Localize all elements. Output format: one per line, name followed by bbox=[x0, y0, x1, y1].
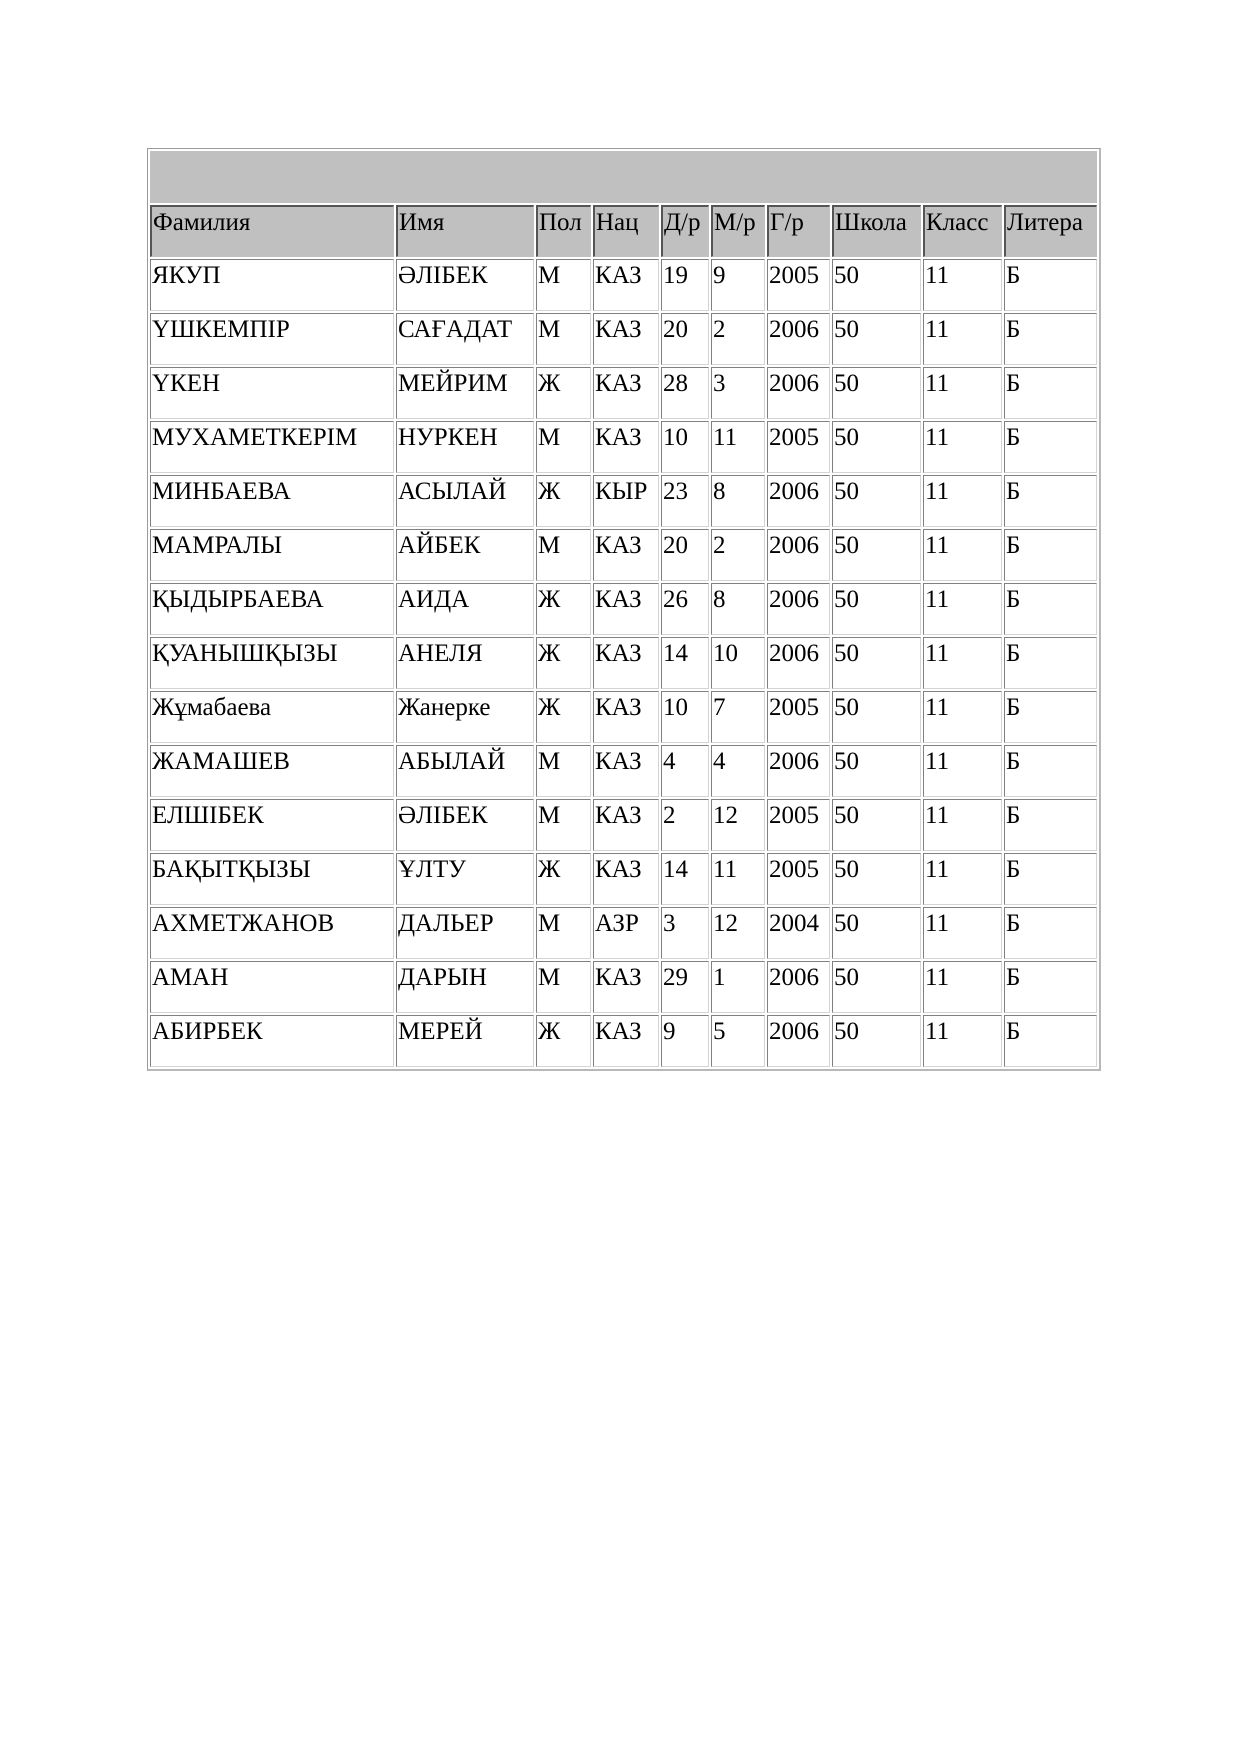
cell-name: МЕРЕЙ bbox=[396, 1015, 534, 1067]
cell-surname: МУХАМЕТКЕРІМ bbox=[150, 421, 394, 473]
cell-grade: 11 bbox=[923, 637, 1002, 689]
cell-gender: Ж bbox=[536, 691, 591, 743]
table-row bbox=[150, 907, 1097, 959]
cell-surname: Жұмабаева bbox=[150, 691, 394, 743]
cell-letter: Б bbox=[1004, 637, 1097, 689]
cell-surname: ЕЛШІБЕК bbox=[150, 799, 394, 851]
cell-school: 50 bbox=[832, 475, 921, 527]
cell-birth-year: 2005 bbox=[767, 799, 830, 851]
cell-gender: М bbox=[536, 745, 591, 797]
cell-name: АСЫЛАЙ bbox=[396, 475, 534, 527]
cell-school: 50 bbox=[832, 313, 921, 365]
cell-surname: ҮКЕН bbox=[150, 367, 394, 419]
cell-birth-month: 1 bbox=[711, 961, 765, 1013]
table-row bbox=[150, 799, 1097, 851]
table-row bbox=[150, 367, 1097, 419]
cell-grade: 11 bbox=[923, 907, 1002, 959]
cell-name: АНЕЛЯ bbox=[396, 637, 534, 689]
cell-nationality: КАЗ bbox=[593, 637, 659, 689]
cell-letter: Б bbox=[1004, 421, 1097, 473]
cell-birth-day: 20 bbox=[661, 313, 709, 365]
cell-letter: Б bbox=[1004, 907, 1097, 959]
cell-gender: М bbox=[536, 529, 591, 581]
cell-surname: ЖАМАШЕВ bbox=[150, 745, 394, 797]
cell-gender: Ж bbox=[536, 1015, 591, 1067]
cell-birth-month: 11 bbox=[711, 421, 765, 473]
table-row bbox=[150, 313, 1097, 365]
cell-gender: М bbox=[536, 961, 591, 1013]
cell-birth-year: 2006 bbox=[767, 961, 830, 1013]
cell-surname: АБИРБЕК bbox=[150, 1015, 394, 1067]
cell-grade: 11 bbox=[923, 475, 1002, 527]
cell-grade: 11 bbox=[923, 745, 1002, 797]
cell-school: 50 bbox=[832, 961, 921, 1013]
column-header-birth-year: Г/р bbox=[767, 205, 830, 257]
cell-nationality: АЗР bbox=[593, 907, 659, 959]
column-header-birth-day: Д/р bbox=[661, 205, 709, 257]
table-row bbox=[150, 259, 1097, 311]
cell-letter: Б bbox=[1004, 853, 1097, 905]
cell-birth-day: 9 bbox=[661, 1015, 709, 1067]
cell-name: АЙБЕК bbox=[396, 529, 534, 581]
cell-nationality: КАЗ bbox=[593, 421, 659, 473]
cell-birth-day: 28 bbox=[661, 367, 709, 419]
cell-birth-month: 2 bbox=[711, 313, 765, 365]
cell-grade: 11 bbox=[923, 259, 1002, 311]
cell-school: 50 bbox=[832, 745, 921, 797]
cell-gender: Ж bbox=[536, 475, 591, 527]
cell-name: ҰЛТУ bbox=[396, 853, 534, 905]
cell-birth-month: 12 bbox=[711, 907, 765, 959]
table-row bbox=[150, 529, 1097, 581]
cell-birth-day: 19 bbox=[661, 259, 709, 311]
cell-letter: Б bbox=[1004, 313, 1097, 365]
cell-nationality: КЫР bbox=[593, 475, 659, 527]
cell-birth-year: 2006 bbox=[767, 475, 830, 527]
cell-grade: 11 bbox=[923, 313, 1002, 365]
cell-birth-day: 2 bbox=[661, 799, 709, 851]
cell-letter: Б bbox=[1004, 583, 1097, 635]
cell-birth-day: 23 bbox=[661, 475, 709, 527]
cell-school: 50 bbox=[832, 367, 921, 419]
cell-gender: Ж bbox=[536, 853, 591, 905]
cell-grade: 11 bbox=[923, 691, 1002, 743]
cell-birth-month: 12 bbox=[711, 799, 765, 851]
column-header-name: Имя bbox=[396, 205, 534, 257]
cell-birth-month: 11 bbox=[711, 853, 765, 905]
cell-nationality: КАЗ bbox=[593, 1015, 659, 1067]
cell-grade: 11 bbox=[923, 1015, 1002, 1067]
cell-birth-year: 2006 bbox=[767, 745, 830, 797]
table-row bbox=[150, 745, 1097, 797]
cell-school: 50 bbox=[832, 853, 921, 905]
cell-birth-year: 2006 bbox=[767, 583, 830, 635]
cell-birth-month: 8 bbox=[711, 583, 765, 635]
cell-letter: Б bbox=[1004, 691, 1097, 743]
cell-letter: Б bbox=[1004, 745, 1097, 797]
table-row bbox=[150, 583, 1097, 635]
column-header-nationality: Нац bbox=[593, 205, 659, 257]
cell-birth-month: 2 bbox=[711, 529, 765, 581]
cell-school: 50 bbox=[832, 799, 921, 851]
cell-nationality: КАЗ bbox=[593, 691, 659, 743]
table-row bbox=[150, 961, 1097, 1013]
cell-name: АБЫЛАЙ bbox=[396, 745, 534, 797]
title-band-cell bbox=[150, 151, 1097, 203]
table-row bbox=[150, 637, 1097, 689]
column-header-grade: Класс bbox=[923, 205, 1002, 257]
cell-surname: АХМЕТЖАНОВ bbox=[150, 907, 394, 959]
cell-letter: Б bbox=[1004, 475, 1097, 527]
cell-birth-year: 2006 bbox=[767, 367, 830, 419]
cell-birth-year: 2006 bbox=[767, 637, 830, 689]
table-title-band bbox=[150, 151, 1097, 203]
cell-school: 50 bbox=[832, 259, 921, 311]
cell-gender: Ж bbox=[536, 583, 591, 635]
cell-letter: Б bbox=[1004, 259, 1097, 311]
cell-birth-day: 26 bbox=[661, 583, 709, 635]
cell-gender: М bbox=[536, 907, 591, 959]
cell-surname: МАМРАЛЫ bbox=[150, 529, 394, 581]
cell-birth-day: 29 bbox=[661, 961, 709, 1013]
cell-nationality: КАЗ bbox=[593, 961, 659, 1013]
table-row bbox=[150, 691, 1097, 743]
cell-birth-day: 3 bbox=[661, 907, 709, 959]
cell-nationality: КАЗ bbox=[593, 259, 659, 311]
cell-name: АИДА bbox=[396, 583, 534, 635]
cell-surname: МИНБАЕВА bbox=[150, 475, 394, 527]
cell-nationality: КАЗ bbox=[593, 367, 659, 419]
cell-birth-year: 2006 bbox=[767, 313, 830, 365]
cell-school: 50 bbox=[832, 907, 921, 959]
cell-school: 50 bbox=[832, 529, 921, 581]
cell-grade: 11 bbox=[923, 799, 1002, 851]
cell-birth-year: 2004 bbox=[767, 907, 830, 959]
cell-birth-month: 10 bbox=[711, 637, 765, 689]
cell-birth-year: 2005 bbox=[767, 853, 830, 905]
cell-name: ДАЛЬЕР bbox=[396, 907, 534, 959]
column-header-surname: Фамилия bbox=[150, 205, 394, 257]
cell-surname: БАҚЫТҚЫЗЫ bbox=[150, 853, 394, 905]
cell-name: ӘЛІБЕК bbox=[396, 259, 534, 311]
column-header-gender: Пол bbox=[536, 205, 591, 257]
cell-letter: Б bbox=[1004, 799, 1097, 851]
cell-grade: 11 bbox=[923, 529, 1002, 581]
cell-school: 50 bbox=[832, 421, 921, 473]
cell-name: Жанерке bbox=[396, 691, 534, 743]
cell-letter: Б bbox=[1004, 1015, 1097, 1067]
cell-nationality: КАЗ bbox=[593, 799, 659, 851]
cell-nationality: КАЗ bbox=[593, 853, 659, 905]
cell-school: 50 bbox=[832, 691, 921, 743]
cell-grade: 11 bbox=[923, 853, 1002, 905]
cell-birth-month: 5 bbox=[711, 1015, 765, 1067]
cell-birth-month: 4 bbox=[711, 745, 765, 797]
cell-birth-year: 2005 bbox=[767, 421, 830, 473]
cell-letter: Б bbox=[1004, 529, 1097, 581]
cell-surname: ҮШКЕМПІР bbox=[150, 313, 394, 365]
cell-gender: Ж bbox=[536, 367, 591, 419]
cell-grade: 11 bbox=[923, 961, 1002, 1013]
table-row bbox=[150, 1015, 1097, 1067]
table-row bbox=[150, 421, 1097, 473]
cell-gender: Ж bbox=[536, 637, 591, 689]
cell-birth-month: 7 bbox=[711, 691, 765, 743]
table-row bbox=[150, 475, 1097, 527]
cell-gender: М bbox=[536, 421, 591, 473]
cell-birth-month: 9 bbox=[711, 259, 765, 311]
cell-surname: ЯКУП bbox=[150, 259, 394, 311]
cell-school: 50 bbox=[832, 637, 921, 689]
cell-name: ДАРЫН bbox=[396, 961, 534, 1013]
header-row bbox=[150, 205, 1097, 257]
cell-school: 50 bbox=[832, 583, 921, 635]
cell-birth-day: 14 bbox=[661, 853, 709, 905]
cell-name: НУРКЕН bbox=[396, 421, 534, 473]
cell-gender: М bbox=[536, 799, 591, 851]
column-header-birth-month: М/р bbox=[711, 205, 765, 257]
cell-name: ӘЛІБЕК bbox=[396, 799, 534, 851]
cell-birth-day: 4 bbox=[661, 745, 709, 797]
cell-birth-year: 2005 bbox=[767, 259, 830, 311]
column-header-letter: Литера bbox=[1004, 205, 1097, 257]
cell-grade: 11 bbox=[923, 583, 1002, 635]
table-row bbox=[150, 853, 1097, 905]
cell-nationality: КАЗ bbox=[593, 313, 659, 365]
cell-letter: Б bbox=[1004, 961, 1097, 1013]
cell-birth-day: 20 bbox=[661, 529, 709, 581]
cell-letter: Б bbox=[1004, 367, 1097, 419]
students-table bbox=[147, 148, 1101, 1071]
cell-nationality: КАЗ bbox=[593, 745, 659, 797]
cell-birth-day: 10 bbox=[661, 691, 709, 743]
cell-birth-day: 10 bbox=[661, 421, 709, 473]
cell-birth-year: 2006 bbox=[767, 529, 830, 581]
cell-nationality: КАЗ bbox=[593, 529, 659, 581]
cell-name: МЕЙРИМ bbox=[396, 367, 534, 419]
cell-grade: 11 bbox=[923, 421, 1002, 473]
cell-surname: ҚУАНЫШҚЫЗЫ bbox=[150, 637, 394, 689]
cell-school: 50 bbox=[832, 1015, 921, 1067]
cell-birth-year: 2006 bbox=[767, 1015, 830, 1067]
cell-gender: М bbox=[536, 313, 591, 365]
cell-gender: М bbox=[536, 259, 591, 311]
column-header-school: Школа bbox=[832, 205, 921, 257]
cell-surname: АМАН bbox=[150, 961, 394, 1013]
cell-birth-month: 3 bbox=[711, 367, 765, 419]
cell-birth-month: 8 bbox=[711, 475, 765, 527]
cell-nationality: КАЗ bbox=[593, 583, 659, 635]
cell-grade: 11 bbox=[923, 367, 1002, 419]
cell-name: САҒАДАТ bbox=[396, 313, 534, 365]
cell-birth-day: 14 bbox=[661, 637, 709, 689]
cell-birth-year: 2005 bbox=[767, 691, 830, 743]
cell-surname: ҚЫДЫРБАЕВА bbox=[150, 583, 394, 635]
table-body bbox=[150, 259, 1097, 1067]
